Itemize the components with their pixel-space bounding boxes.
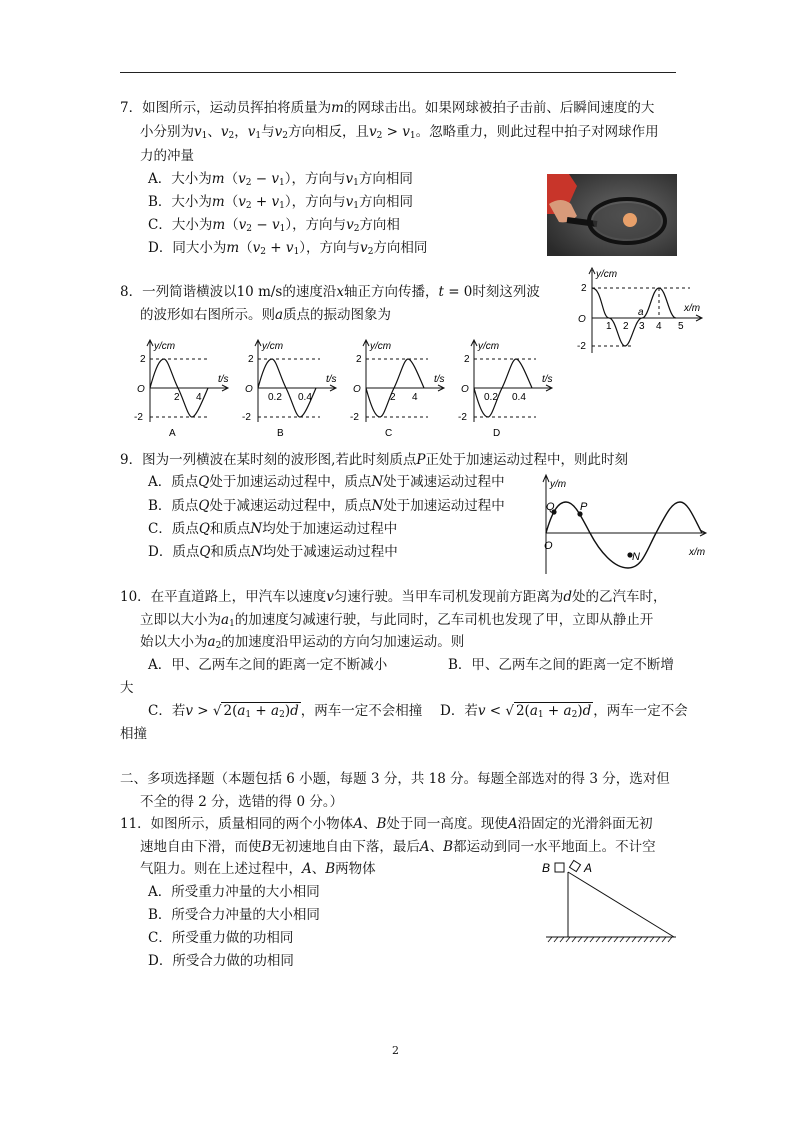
q10-option-b-wrap: 大 — [120, 680, 134, 696]
svg-text:2: 2 — [174, 392, 180, 403]
q9-option-c: C．质点Q和质点N均处于加速运动过程中 — [148, 521, 398, 537]
q10-line3: 始以大小为$a_2$的加速度沿甲运动的方向匀加速运动。则 — [140, 634, 465, 651]
svg-text:2: 2 — [248, 354, 254, 365]
svg-text:-2: -2 — [242, 412, 251, 423]
q9-option-b: B．质点Q处于减速运动过程中，质点N处于加速运动过程中 — [148, 498, 505, 514]
svg-text:y/m: y/m — [550, 479, 567, 490]
q10-option-d: D．若v < √ $2(a_1 + a_2)d$ ，两车一定不会 — [440, 703, 688, 720]
svg-text:O: O — [245, 384, 253, 395]
q8-graph-c — [350, 340, 445, 439]
svg-text:t/s: t/s — [542, 374, 553, 385]
svg-text:-2: -2 — [134, 412, 143, 423]
svg-text:y/cm: y/cm — [154, 341, 176, 352]
q8-wave-graph — [572, 265, 712, 355]
svg-text:2: 2 — [623, 321, 629, 332]
svg-text:2: 2 — [390, 392, 396, 403]
q11-line1: 11．如图所示，质量相同的两个小物体A、B处于同一高度。现使A沿固定的光滑斜面无初 — [120, 816, 653, 832]
svg-text:4: 4 — [656, 321, 662, 332]
svg-text:D: D — [493, 428, 501, 439]
svg-text:t/s: t/s — [434, 374, 445, 385]
q7-option-a: A．大小为$m(v_2 - v_1)$，方向与$v_1$方向相同 — [148, 171, 413, 188]
header-rule — [120, 72, 676, 73]
q10-option-c: C．若v > √ $2(a_1 + a_2)d$ ，两车一定不会相撞 — [148, 703, 423, 720]
page-number: 2 — [392, 1044, 399, 1057]
section2-heading-line2: 不全的得 2 分，选错的得 0 分。） — [140, 794, 344, 810]
svg-text:5: 5 — [678, 321, 684, 332]
svg-text:3: 3 — [639, 321, 645, 332]
svg-text:4: 4 — [196, 392, 202, 403]
svg-text:B: B — [542, 861, 551, 875]
q8-graph-a — [134, 340, 229, 439]
svg-text:1: 1 — [606, 321, 612, 332]
q8-line2: 的波形如右图所示。则a质点的振动图象为 — [140, 307, 392, 323]
svg-text:O: O — [578, 314, 586, 325]
q7-line2: 小分别为$v_1$、$v_2$，$v_1$与$v_2$方向相反，且$v_2 > v_1$。忽略重力，则此过程中拍子对网球作用 — [140, 124, 659, 141]
svg-text:2: 2 — [581, 283, 587, 294]
tennis-racket-photo — [547, 174, 677, 256]
q11-line3: 气阻力。则在上述过程中，A、B两物体 — [140, 861, 376, 877]
q8-y-axis-label: y/cm — [596, 269, 618, 280]
svg-text:0.4: 0.4 — [298, 392, 312, 403]
q7-option-d: D．同大小为$m(v_2 + v_1)$，方向与$v_2$方向相同 — [148, 240, 428, 257]
q8-line1: 8．一列简谐横波以10 m/s的速度沿x轴正方向传播，t = 0时刻这列波 — [120, 284, 540, 300]
section2-heading: 二、多项选择题（本题包括 6 小题，每题 3 分，共 18 分。每题全部选对的得 3 分，选对但 — [120, 771, 670, 787]
svg-text:O: O — [544, 540, 553, 552]
svg-text:0.2: 0.2 — [268, 392, 282, 403]
q8-choice-graphs — [130, 336, 553, 440]
svg-text:y/cm: y/cm — [478, 341, 500, 352]
q8-graph-b — [242, 340, 337, 439]
q8-x-axis-label: x/m — [684, 303, 701, 314]
svg-text:2: 2 — [464, 354, 470, 365]
svg-text:P: P — [580, 501, 588, 513]
svg-text:a: a — [638, 307, 644, 318]
svg-text:-2: -2 — [458, 412, 467, 423]
q10-line1: 10．在平直道路上，甲汽车以速度v匀速行驶。当甲车司机发现前方距离为d处的乙汽车时， — [120, 589, 667, 605]
svg-text:0.2: 0.2 — [484, 392, 498, 403]
q10-line2: 立即以大小为$a_1$的加速度匀减速行驶，与此同时，乙车司机也发现了甲，立即从静止开 — [140, 612, 654, 629]
svg-text:Q: Q — [546, 501, 555, 513]
svg-text:O: O — [461, 384, 469, 395]
q9-option-a: A．质点Q处于加速运动过程中，质点N处于减速运动过程中 — [148, 474, 505, 490]
svg-text:x/m: x/m — [689, 547, 706, 558]
svg-text:C: C — [385, 428, 393, 439]
svg-text:O: O — [353, 384, 361, 395]
q8-graph-d — [458, 340, 553, 439]
svg-text:O: O — [137, 384, 145, 395]
svg-text:4: 4 — [412, 392, 418, 403]
q7-option-b: B．大小为$m(v_2 + v_1)$，方向与$v_1$方向相同 — [148, 194, 414, 211]
q10-option-d-wrap: 相撞 — [120, 726, 147, 742]
q11-incline-diagram — [540, 858, 680, 944]
q9-wave-graph — [534, 472, 712, 576]
q7-option-c: C．大小为$m(v_2 - v_1)$，方向与$v_2$方向相 — [148, 217, 400, 234]
svg-text:y/cm: y/cm — [370, 341, 392, 352]
q10-option-a: A．甲、乙两车之间的距离一定不断减小 — [148, 657, 388, 673]
svg-text:2: 2 — [140, 354, 146, 365]
q7-line3: 力的冲量 — [140, 148, 194, 164]
q10-option-b: B．甲、乙两车之间的距离一定不断增 — [448, 657, 674, 673]
q9-option-d: D．质点Q和质点N均处于减速运动过程中 — [148, 544, 398, 560]
q11-option-c: C．所受重力做的功相同 — [148, 930, 294, 946]
q11-option-d: D．所受合力做的功相同 — [148, 953, 294, 969]
svg-text:t/s: t/s — [218, 374, 229, 385]
q11-option-a: A．所受重力冲量的大小相同 — [148, 884, 320, 900]
svg-text:B: B — [277, 428, 284, 439]
q11-option-b: B．所受合力冲量的大小相同 — [148, 907, 320, 923]
svg-text:-2: -2 — [577, 341, 586, 352]
svg-text:-2: -2 — [350, 412, 359, 423]
svg-text:A: A — [584, 861, 593, 875]
svg-text:A: A — [169, 428, 176, 439]
q7-line1: 7．如图所示，运动员挥拍将质量为m的网球击出。如果网球被拍子击前、后瞬间速度的大 — [120, 100, 655, 116]
svg-text:2: 2 — [356, 354, 362, 365]
q11-line2: 速地自由下滑，而使B无初速地自由下落，最后A、B都运动到同一水平地面上。不计空 — [140, 839, 656, 855]
q9-line1: 9．图为一列横波在某时刻的波形图,若此时刻质点P正处于加速运动过程中，则此时刻 — [120, 452, 628, 468]
svg-text:0.4: 0.4 — [512, 392, 526, 403]
svg-text:N: N — [632, 551, 640, 563]
svg-text:y/cm: y/cm — [262, 341, 284, 352]
svg-text:t/s: t/s — [326, 374, 337, 385]
